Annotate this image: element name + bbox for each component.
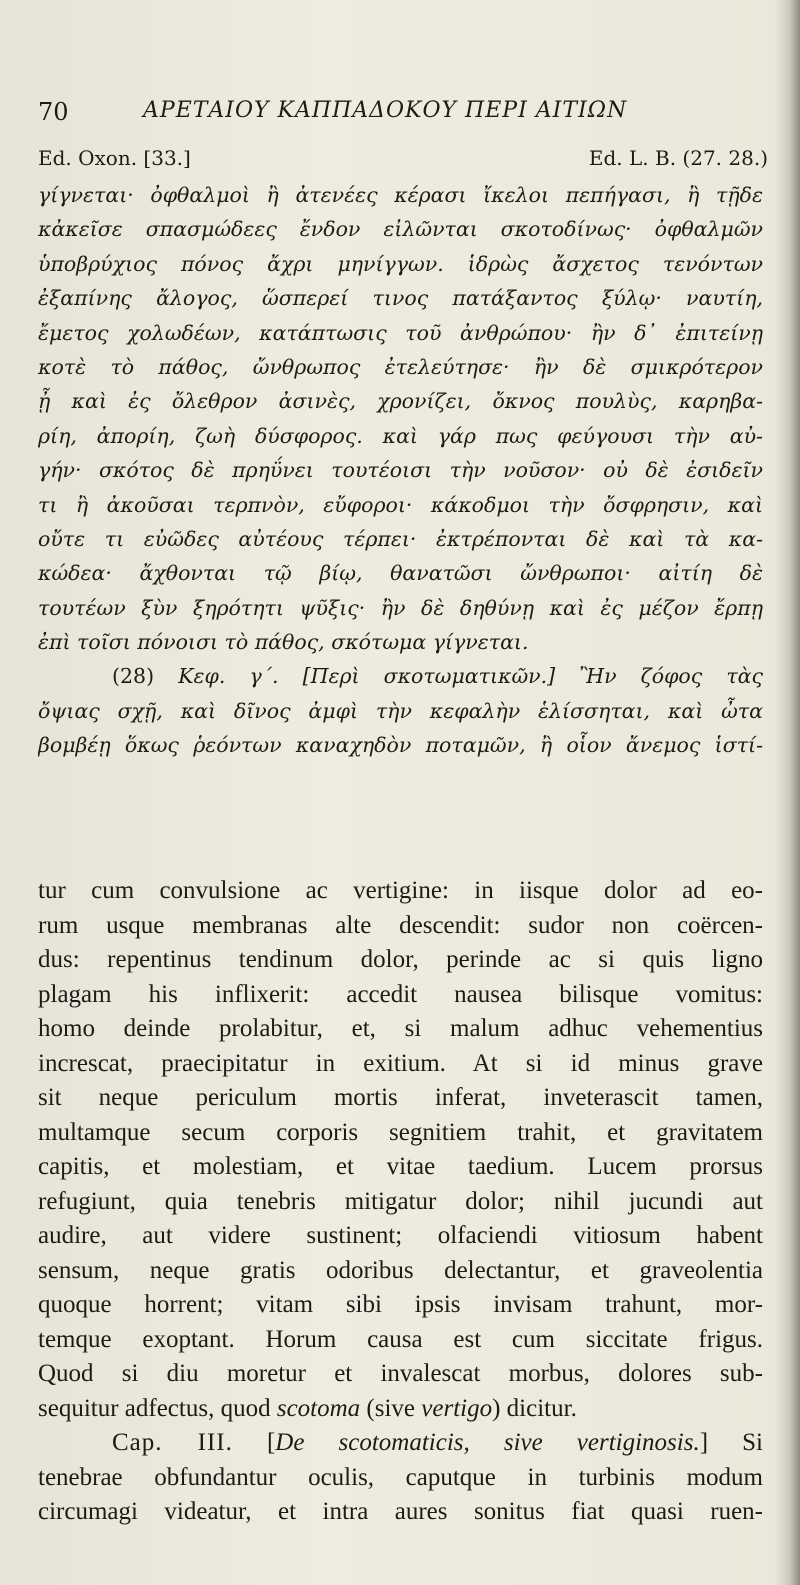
- greek-chapter-number: (28): [112, 664, 155, 689]
- latin-bracket-open: [: [266, 1429, 276, 1456]
- greek-line: ᾖ καὶ ἐς ὄλεθρον ἀσινὲς, χρονίζει, ὄκνος πουλὺς, καρηβα-: [38, 389, 763, 414]
- greek-line: γήν· σκότος δὲ πρηΰνει τουτέοισι τὴν νοῦσον· οὐ δὲ ἐσιδεῖν: [38, 458, 763, 483]
- latin-line: homo deinde prolabitur, et, si malum adhuc vehementius: [38, 1015, 763, 1042]
- latin-line: plagam his inflixerit: accedit nausea bilisque vomitus:: [38, 980, 763, 1008]
- greek-line: γίγνεται· ὀφθαλμοὶ ἢ ἀτενέες κέρασι ἴκελοι πεπήγασι, ἢ τῇδε: [38, 183, 763, 207]
- greek-line: τουτέων ξὺν ξηρότητι ψῦξις· ἢν δὲ δηθύνῃ καὶ ἐς μέζον ἔρπῃ: [38, 595, 763, 620]
- latin-line: rum usque membranas alte descendit: sudor non coërcen-: [38, 911, 763, 939]
- latin-line: tenebrae obfundantur oculis, caputque in turbinis modum: [38, 1463, 763, 1491]
- greek-line: κοτὲ τὸ πάθος, ὤνθρωπος ἐτελεύτησε· ἢν δὲ σμικρότερον: [38, 354, 763, 379]
- latin-bracket-close: ]: [699, 1429, 709, 1456]
- page-number: 70: [38, 98, 69, 126]
- latin-text: ) dicitur.: [492, 1394, 577, 1422]
- greek-line: κἀκεῖσε σπασμώδεες ἔνδον εἰλῶνται σκοτοδίνως· ὀφθαλμῶν: [38, 217, 763, 242]
- latin-chapter-title: De scotomaticis, sive vertiginosis.: [275, 1429, 700, 1456]
- latin-line: quoque horrent; vitam sibi ipsis invisam trahunt, mor-: [38, 1291, 763, 1318]
- latin-line: Quod si diu moretur et invalescat morbus, dolores sub-: [38, 1360, 763, 1387]
- latin-text: sequitur adfectus, quod: [38, 1394, 277, 1422]
- greek-chapter-heading: [38, 659, 763, 693]
- greek-chapter-text: Ἢν ζόφος τὰς: [579, 664, 763, 689]
- latin-line: dus: repentinus tendinum dolor, perinde ac si quis ligno: [38, 946, 763, 973]
- latin-chapter-heading: [38, 1426, 763, 1461]
- page-gutter-shadow: [774, 0, 800, 1585]
- latin-line: temque exoptant. Horum causa est cum siccitate frigus.: [38, 1325, 763, 1353]
- greek-line: ἐπὶ τοῖσι πόνοισι τὸ πάθος, σκότωμα γίγνεται.: [38, 630, 529, 655]
- latin-line: sensum, neque gratis odoribus delectantur, et graveolentia: [38, 1256, 763, 1284]
- greek-line: ὄψιας σχῇ, καὶ δῖνος ἀμφὶ τὴν κεφαλὴν ἑλίσσηται, καὶ ὦτα: [38, 698, 763, 723]
- latin-chapter-text: Si: [742, 1429, 763, 1456]
- latin-line: tur cum convulsione ac vertigine: in iisque dolor ad eo-: [38, 877, 763, 904]
- greek-line: κώδεα· ἄχθονται τῷ βίῳ, θανατῶσι ὤνθρωποι· αἰτίη δὲ: [38, 561, 763, 586]
- latin-chapter-label: Cap. III.: [112, 1429, 233, 1456]
- latin-term-scotoma: scotoma: [276, 1394, 361, 1422]
- latin-line: increscat, praecipitatur in exitium. At si id minus grave: [38, 1049, 763, 1077]
- edition-reference-left: Ed. Oxon. [33.]: [38, 146, 191, 170]
- latin-line: capitis, et molestiam, et vitae taedium. Lucem prorsus: [38, 1153, 763, 1180]
- running-head: [38, 98, 758, 134]
- latin-text: (sive: [360, 1394, 422, 1422]
- latin-line: circumagi videatur, et intra aures sonitus fiat quasi ruen-: [38, 1498, 763, 1525]
- greek-chapter-title: [Περὶ σκοτωματικῶν.]: [302, 664, 556, 689]
- latin-line: multamque secum corporis segnitiem trahit, et gravitatem: [38, 1118, 763, 1146]
- latin-line: [38, 1392, 763, 1427]
- greek-line: ρίη, ἀπορίη, ζωὴ δύσφορος. καὶ γάρ πως φεύγουσι τὴν αὐ-: [38, 423, 763, 448]
- greek-line: τι ἢ ἀκοῦσαι τερπνὸν, εὔφοροι· κάκοδμοι τὴν ὄσφρησιν, καὶ: [38, 492, 763, 517]
- latin-text-block: [38, 874, 763, 1530]
- edition-reference-right: Ed. L. B. (27. 28.): [588, 146, 768, 170]
- greek-line: βομβέῃ ὅκως ῥεόντων καναχηδὸν ποταμῶν, ἢ οἷον ἄνεμος ἱστί-: [38, 733, 763, 758]
- greek-line: οὔτε τι εὐῶδες αὐτέους τέρπει· ἐκτρέπονται δὲ καὶ τὰ κα-: [38, 526, 763, 551]
- latin-line: audire, aut videre sustinent; olfaciendi vitiosum habent: [38, 1222, 763, 1249]
- greek-line: ἐξαπίνης ἄλογος, ὥσπερεί τινος πατάξαντος ξύλῳ· ναυτίη,: [38, 286, 763, 311]
- latin-term-vertigo: vertigo: [421, 1394, 493, 1422]
- latin-line: sit neque periculum mortis inferat, inveterascit tamen,: [38, 1084, 763, 1111]
- latin-line: refugiunt, quia tenebris mitigatur dolor; nihil jucundi aut: [38, 1187, 763, 1215]
- running-title: ΑΡΕΤΑΙΟΥ ΚΑΠΠΑΔΟΚΟΥ ΠΕΡΙ ΑΙΤΙΩΝ: [143, 98, 628, 123]
- greek-text-block: [38, 178, 763, 763]
- greek-line: ἔμετος χολωδέων, κατάπτωσις τοῦ ἀνθρώπου· ἢν δ᾽ ἐπιτείνῃ: [38, 320, 763, 345]
- greek-chapter-label: Κεφ. γ΄.: [178, 664, 279, 689]
- greek-line: ὑποβρύχιος πόνος ἄχρι μηνίγγων. ἱδρὼς ἄσχετος τενόντων: [38, 251, 763, 276]
